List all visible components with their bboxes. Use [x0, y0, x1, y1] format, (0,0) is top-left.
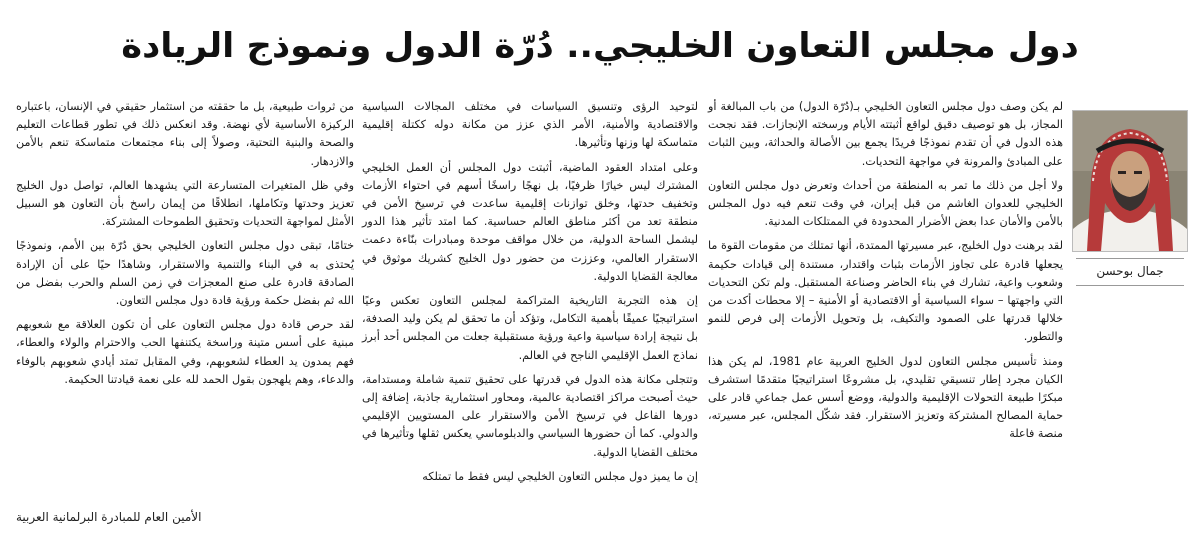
paragraph: إن ما يميز دول مجلس التعاون الخليجي ليس فقط ما تمتلكه	[422, 469, 698, 483]
paragraph: لقد حرص قادة دول مجلس التعاون على أن تكون العلاقة مع شعوبهم مبنية على أسس متينة وراسخة يكتنفها الحب والاحترام والولاء والعطاء، فهم يمدون يد العطاء لشعوبهم، وفي المقابل تمتد أيادي شعوبهم بالوفاء والدعاء، وهم يلهجون بقول الحمد لله على نعمة قيادتنا الحكيمة.	[16, 318, 354, 386]
paragraph: لم يكن وصف دول مجلس التعاون الخليجي بـ(دُرّة الدول) من باب المبالغة أو المجاز، بل هو توصيف دقيق لواقع أثبتته الأيام ورسخته الإنجازات. فقد نجحت هذه الدول في أن تقدم نموذجًا فريدًا يجمع بين الأصالة والحداثة، وبين الثبات على المبادئ والمرونة في مواجهة التحديات.	[708, 100, 1063, 168]
paragraph: من ثروات طبيعية، بل ما حققته من استثمار حقيقي في الإنسان، باعتباره الركيزة الأساسية لأي نهضة. وقد انعكس ذلك في تطور قطاعات التعليم والصحة والبنية التحتية، وصولاً إلى بناء مجتمعات متماسكة تنعم بالأمن والازدهار.	[16, 100, 354, 168]
author-name: جمال بوحسن	[1076, 258, 1184, 286]
author-portrait-image	[1073, 111, 1187, 251]
paragraph: ختامًا، تبقى دول مجلس التعاون الخليجي بحق دُرّة بين الأمم، ونموذجًا يُحتذى به في البناء والتنمية والاستقرار، وشاهدًا حيًا على أن الإرادة الصادقة قادرة على صنع المعجزات في زمن السلم والحرب بفضل من الله ثم بفضل حكمة ورؤية قادة دول مجلس التعاون.	[16, 239, 354, 308]
article-column-1	[708, 98, 1063, 450]
paragraph: ولا أجل من ذلك ما تمر به المنطقة من أحداث وتعرض دول مجلس التعاون الخليجي للعدوان الغاشم من قبل إيران، في وقت تنعم فيه دول المجلس بالأمن والأمان عدا بعض الأضرار المحدودة في الممتلكات المدنية.	[708, 178, 1063, 229]
paragraph: وفي ظل المتغيرات المتسارعة التي يشهدها العالم، تواصل دول الخليج تعزيز وحدتها وتكاملها، انطلاقًا من إيمان راسخ بأن التعاون هو السبيل الأمثل لمواجهة التحديات وتحقيق الطموحات المشتركة.	[16, 178, 354, 229]
paragraph: إن هذه التجربة التاريخية المتراكمة لمجلس التعاون تعكس وعيًا استراتيجيًا عميقًا بأهمية التكامل، وتؤكد أن ما تحقق لم يكن وليد الصدفة، بل نتيجة إرادة سياسية واعية ورؤية مستقبلية جعلت من المجلس أحد أبرز نماذج العمل الإقليمي الناجح في العالم.	[362, 294, 698, 362]
paragraph: ومنذ تأسيس مجلس التعاون لدول الخليج العربية عام 1981، لم يكن هذا الكيان مجرد إطار تنسيقي تقليدي، بل مشروعًا استراتيجيًا متقدمًا استشرف مبكرًا طبيعة التحولات الإقليمية والدولية، ووضع أسس عمل جماعي قادر على حماية المصالح المشتركة وتعزيز الاستقرار. فقد شكّل المجلس، عبر مسيرته، منصة فاعلة	[708, 354, 1063, 441]
paragraph: وعلى امتداد العقود الماضية، أثبتت دول المجلس أن العمل الخليجي المشترك ليس خيارًا ظرفيًا، بل نهجًا راسخًا أسهم في احتواء الأزمات وتخفيف حدتها، وخلق توازنات إقليمية ساعدت في ترسيخ الأمن في منطقة تعد من أكثر مناطق العالم حساسية. كما امتد تأثير هذا الدور ليشمل الساحة الدولية، من خلال مواقف موحدة ومبادرات بنّاءة دعمت الاستقرار العالمي، وعززت من حضور دول الخليج كشريك موثوق في معالجة القضايا الدولية.	[362, 160, 698, 283]
paragraph: لتوحيد الرؤى وتنسيق السياسات في مختلف المجالات السياسية والاقتصادية والأمنية، الأمر الذي عزز من مكانة دوله ككتلة إقليمية متماسكة لها وزنها وتأثيرها.	[362, 100, 698, 150]
paragraph: لقد برهنت دول الخليج، عبر مسيرتها الممتدة، أنها تمتلك من مقومات القوة ما يجعلها قادرة على تجاوز الأزمات بثبات واقتدار، مستندة إلى قيادات حكيمة وشعوب واعية، تشارك في بناء الحاضر وصناعة المستقبل. ولم تكن التحديات التي واجهتها – سواء السياسية أو الاقتصادية أو الأمنية – إلا محطات أكدت من خلالها قدرتها على الصمود والتكيف، بل وتحويل الأزمات إلى فرص للنمو والتطور.	[708, 239, 1063, 344]
paragraph: وتتجلى مكانة هذه الدول في قدرتها على تحقيق تنمية شاملة ومستدامة، حيث أصبحت مراكز اقتصادية عالمية، ومحاور استثمارية جاذبة، إضافة إلى دورها الفاعل في ترسيخ الأمن والاستقرار على المستويين الإقليمي والدولي. كما أن حضورها السياسي والدبلوماسي يعكس ثقلها وتأثيرها في مختلف القضايا الدولية.	[362, 372, 698, 459]
article-column-3	[16, 98, 354, 395]
author-signature-title: الأمين العام للمبادرة البرلمانية العربية	[16, 510, 202, 524]
article-column-2	[362, 98, 698, 492]
author-photo	[1072, 110, 1188, 252]
article-headline: دول مجلس التعاون الخليجي.. دُرّة الدول ونموذج الريادة	[121, 26, 1079, 66]
